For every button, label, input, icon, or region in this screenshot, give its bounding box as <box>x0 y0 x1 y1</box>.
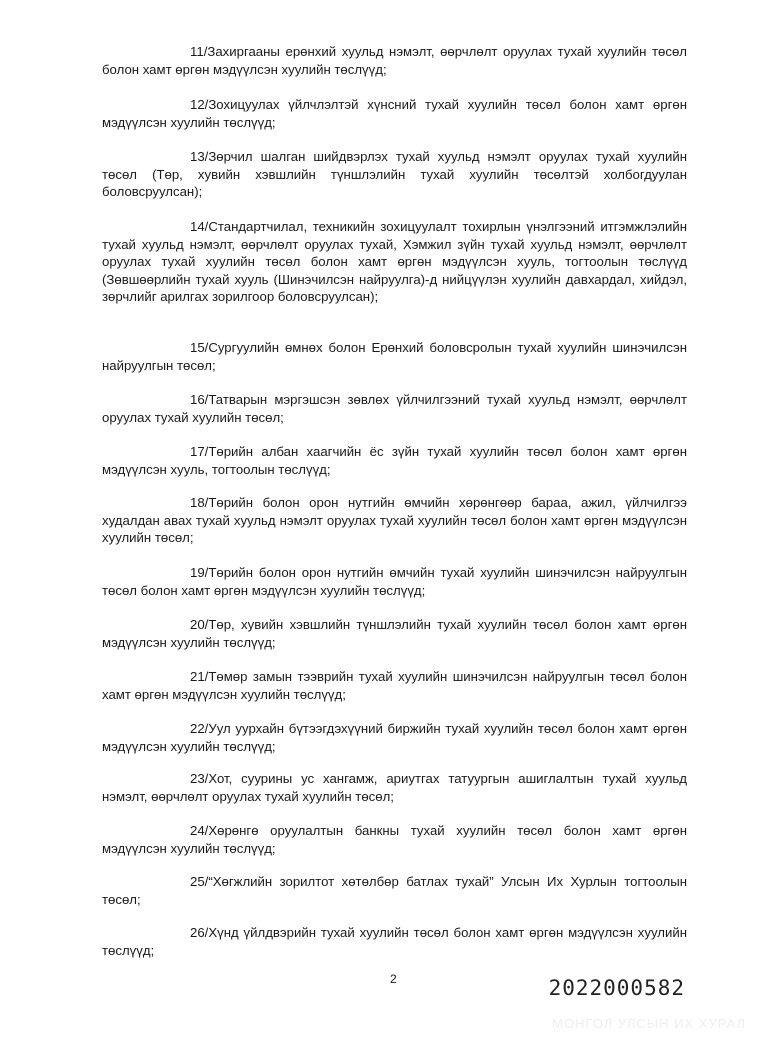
list-item-20: 20/Төр, хувийн хэвшлийн түншлэлийн тухай хуулийн төсөл болон хамт өргөн мэдүүлсэн хуулийн төслүүд; <box>102 617 687 650</box>
list-item-26: 26/Хүнд үйлдвэрийн тухай хуулийн төсөл болон хамт өргөн мэдүүлсэн хуулийн төслүүд; <box>102 925 687 958</box>
list-item-13: 13/Зөрчил шалган шийдвэрлэх тухай хуульд нэмэлт оруулах тухай хуулийн төсөл (Төр, хувийн хэвшлийн түншлэлийн тухай хуулийн төсөлтэй холбогдуулан боловсруулсан); <box>102 149 687 199</box>
list-item-25: 25/“Хөгжлийн зорилтот хөтөлбөр батлах тухай” Улсын Их Хурлын тогтоолын төсөл; <box>102 874 687 907</box>
document-id-stamp: 2022000582 <box>548 976 685 1000</box>
list-item-24: 24/Хөрөнгө оруулалтын банкны тухай хуулийн төсөл болон хамт өргөн мэдүүлсэн хуулийн төслүүд; <box>102 823 687 856</box>
list-item-11: 11/Захиргааны ерөнхий хуульд нэмэлт, өөрчлөлт оруулах тухай хуулийн төсөл болон хамт өргөн мэдүүлсэн хуулийн төслүүд; <box>102 44 687 77</box>
list-item-17: 17/Төрийн албан хаагчийн ёс зүйн тухай хуулийн төсөл болон хамт өргөн мэдүүлсэн хууль, тогтоолын төслүүд; <box>102 444 687 477</box>
list-item-16: 16/Татварын мэргэшсэн зөвлөх үйлчилгээний тухай хуульд нэмэлт, өөрчлөлт оруулах тухай хуулийн төсөл; <box>102 392 687 425</box>
list-item-12: 12/Зохицуулах үйлчлэлтэй хүнсний тухай хуулийн төсөл болон хамт өргөн мэдүүлсэн хуулийн төслүүд; <box>102 97 687 130</box>
list-item-14: 14/Стандартчилал, техникийн зохицуулалт тохирлын үнэлгээний итгэмжлэлийн тухай хуульд нэмэлт, өөрчлөлт оруулах тухай, Хэмжил зүйн тухай хуульд нэмэлт, өөрчлөлт оруулах тухай хуулийн төсөл болон хамт өргөн мэдүүлсэн хууль, тогтоолын төслүүд (Зөвшөөрлийн тухай хууль (Шинэчилсэн найруулга)-д нийцүүлэн хуулийн давхардал, хийдэл, зөрчлийг арилгах зорилгоор боловсруулсан); <box>102 219 687 304</box>
list-item-18: 18/Төрийн болон орон нутгийн өмчийн хөрөнгөөр бараа, ажил, үйлчилгээ худалдан авах тухай хуульд нэмэлт оруулах тухай хуулийн төсөл болон хамт өргөн мэдүүлсэн хуулийн төсөл; <box>102 495 687 545</box>
list-item-23: 23/Хот, суурины ус хангамж, ариутгах татуургын ашиглалтын тухай хуульд нэмэлт, өөрчлөлт оруулах тухай хуулийн төсөл; <box>102 771 687 804</box>
list-item-15: 15/Сургуулийн өмнөх болон Ерөнхий боловсролын тухай хуулийн шинэчилсэн найруулгын төсөл; <box>102 340 687 373</box>
watermark-text: МОНГОЛ УЛСЫН ИХ ХУРАЛ <box>552 1016 746 1031</box>
list-item-19: 19/Төрийн болон орон нутгийн өмчийн тухай хуулийн шинэчилсэн найруулгын төсөл болон хамт өргөн мэдүүлсэн хуулийн төслүүд; <box>102 565 687 598</box>
list-item-21: 21/Төмөр замын тээврийн тухай хуулийн шинэчилсэн найруулгын төсөл болон хамт өргөн мэдүүлсэн хуулийн төслүүд; <box>102 669 687 702</box>
page-number: 2 <box>390 972 397 986</box>
list-item-22: 22/Уул уурхайн бүтээгдэхүүний биржийн тухай хуулийн төсөл болон хамт өргөн мэдүүлсэн хуулийн төслүүд; <box>102 721 687 754</box>
